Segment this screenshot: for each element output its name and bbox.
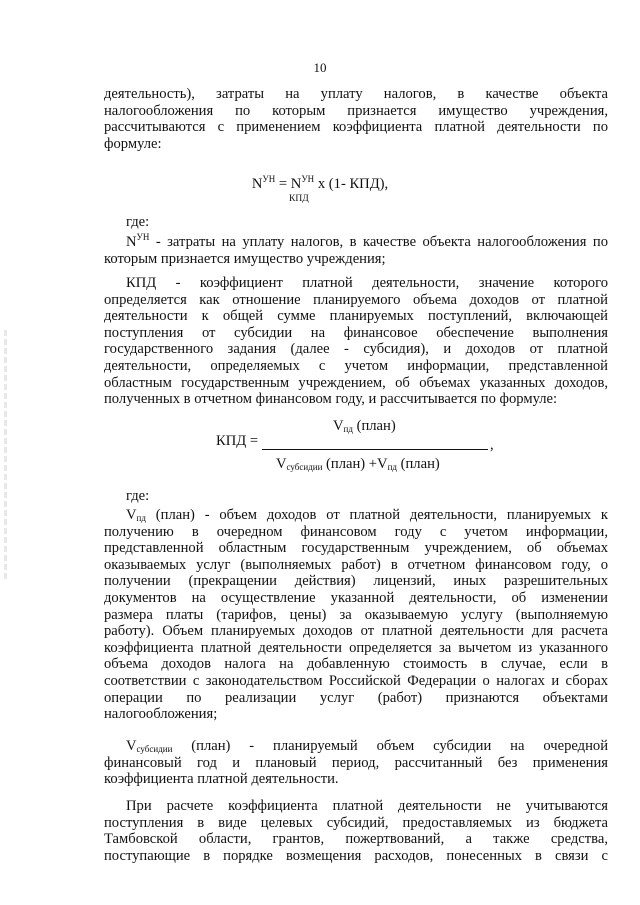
fraction-bar [262,449,488,450]
definition-vpd [104,507,608,723]
formula-kpd-denominator: $V_{субсидии}$ (план) $+V_{пд}$ (план) [276,456,440,472]
text-line: представленной областным государственным учреждением, об объемах [104,540,608,557]
text-line: которым признается имущество учреждения; [104,250,386,267]
text-line: документов на осуществление указанной деятельности, об изменении [104,589,608,606]
text-line: полученных в отчетном финансовом году, и рассчитывается по формуле: [104,391,558,408]
text-line: $V_{пд}$ (план) - объем доходов от платной деятельности, планируемых к [126,507,608,523]
text-line: определяется как отношение планируемого объема доходов от платной [104,291,608,308]
text-line: поступающие в порядке возмещения расходов, понесенных в связи с [104,847,608,864]
where-label: где: [126,214,150,230]
text-line: формуле: [104,135,162,152]
text-line: рассчитываются с применением коэффициента платной деятельности по [104,119,608,136]
text-line: При расчете коэффициента платной деятельности не учитываются [126,798,608,814]
text-line: коэффициента платной деятельности определяется за вычетом из указанного [104,639,608,656]
text-line: $N^{УН}$ - затраты на уплату налогов, в качестве объекта налогообложения по [126,232,608,250]
formula-nun-subscript: КПД [289,194,309,204]
text-line: деятельности к общей сумме планируемых поступлений, включающей [104,308,608,325]
text-line: операции по реализации услуг (работ) признаются объектами [104,689,608,706]
text-line: получении (прекращении действия) лицензий, иных разрешительных [104,573,608,590]
text-line: $V_{субсидии}$ (план) - планируемый объем субсидии на очередной [126,738,608,754]
text-line: оказываемых услуг (выполняемых работ) в отчетном финансовом году, о [104,556,608,573]
text-line: коэффициента платной деятельности. [104,771,339,788]
text-line: областным государственным учреждением, об объемах указанных доходов, [104,374,608,391]
text-line: деятельности, определяемых с учетом информации, представленной [104,357,608,374]
where-label: где: [126,488,150,504]
text-line: налогообложения по которым признается имущество учреждения, [104,102,608,119]
definition-n [104,234,608,267]
formula-nun: $N^{УН} = N^{УН}$ x (1- КПД), [251,174,389,192]
text-line: объема доходов налога на добавленную стоимость в случае, если в [104,656,608,673]
definition-kpd [104,275,608,408]
text-line: налогообложения; [104,706,218,723]
text-line: работу). Объем планируемых доходов от платной деятельности для расчета [104,623,608,640]
text-line: КПД - коэффициент платной деятельности, значение которого [126,275,608,291]
formula-kpd-left: КПД = [216,433,259,449]
paragraph-exclusions [104,798,608,864]
text-line: соответствии с законодательством Российской Федерации о налогах и сборах [104,672,608,689]
formula-kpd-comma: , [490,437,494,453]
definition-vsub [104,738,608,788]
formula-kpd-numerator: $V_{пд}$ (план) [333,418,396,434]
text-line: деятельность), затраты на уплату налогов, в качестве объекта [104,86,608,102]
text-line: поступления от субсидии на финансовое обеспечение выполнения [104,324,608,341]
page-number: 10 [313,60,327,75]
text-line: размера платы (тарифов, цены) за оказываемую услугу (выполняемую [104,606,608,623]
text-line: поступления в виде целевых субсидий, предоставляемых из бюджета [104,814,608,831]
margin-stamp-mark [4,330,7,580]
paragraph-intro [104,86,608,152]
text-line: государственного задания (далее - субсидия), и доходов от платной [104,341,608,358]
text-line: финансовый год и плановый период, рассчитанный без применения [104,754,608,771]
text-line: Тамбовской области, грантов, пожертвований, а также средства, [104,831,608,848]
text-line: получению в очередном финансовом году с учетом информации, [104,523,608,540]
